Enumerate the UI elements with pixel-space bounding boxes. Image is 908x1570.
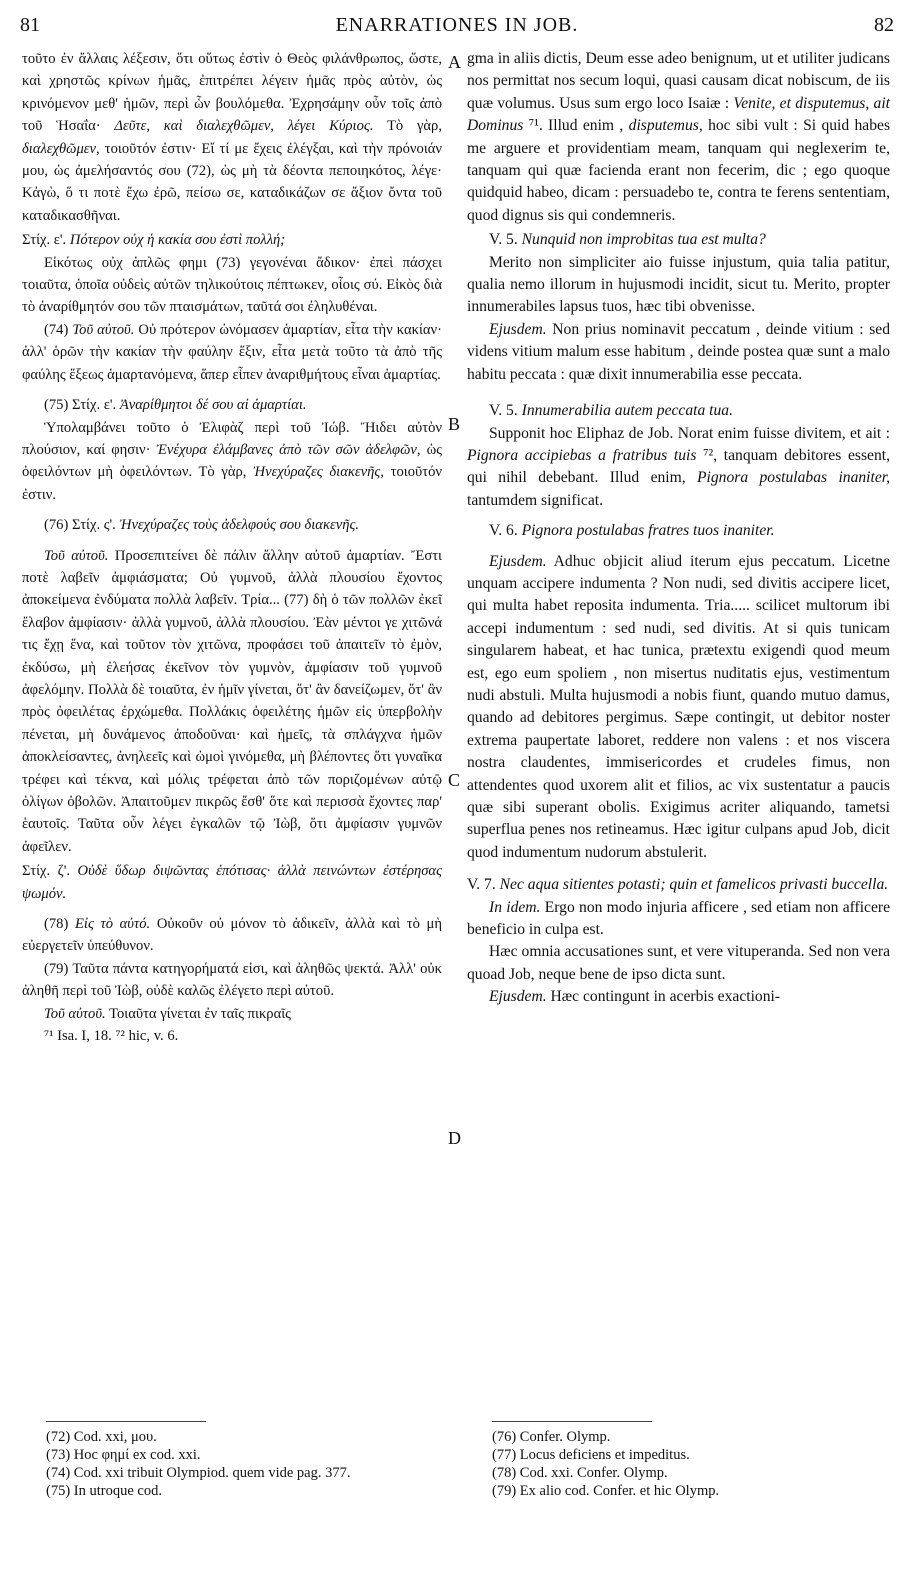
marker-b: B [448,414,461,434]
greek-verse-heading: Στίχ. ε'. Πότερον οὐχ ἡ κακία σου ἐστὶ πολλή; [22,232,286,249]
greek-paragraph: τοῦτο ἐν ἄλλαις λέξεσιν, ὅτι οὕτως ἐστὶν ὁ Θεὸς φιλάνθρωπος, ὥστε, καὶ χρηστῶς κρίνων ἡμᾶς, ἐπιτρέπει λέγειν ἡμᾶς πρὸς αὐτὸν, ὡς κρινόμενον μεθ' ἡμῶν, περὶ ὧν βουλόμεθα. Ἐχρησάμην οὖν τοῖς ἀπὸ τοῦ Ἡσαΐα· Δεῦτε, καὶ διαλεχθῶμεν, λέγει Κύριος. Τὸ γὰρ, διαλεχθῶμεν, τοιοῦτόν ἐστιν· Εἴ τί με ἔχεις ἐλέγξαι, καὶ τὴν πρόνοιάν μου, ὡς ἀμελήσαντός σου (72), ὡς μὴ τὰ δέοντα πεποιηκότος, λέγε· Κἀγὼ, ὅ τι ποτὲ ἔχω ἐρῶ, πείσω σε, καταδικάζων σε ἄξιον ὄντα τοῦ καταδικασθῆναι. [22,51,442,224]
latin-verse-heading: V. 7. Nec aqua sitientes potasti; quin et famelicos privasti buccella. [467,876,889,894]
latin-paragraph: Ejusdem. Hæc contingunt in acerbis exactioni- [489,988,781,1006]
latin-column [467,48,890,1009]
greek-paragraph: (78) Εἰς τὸ αὐτό. Οὐκοῦν οὐ μόνον τὸ ἀδικεῖν, ἀλλὰ καὶ τὸ μὴ εὐεργετεῖν ὑπεύθυνον. [22,916,443,955]
footnotes-left [46,1413,446,1500]
marker-d: D [448,1128,461,1148]
greek-paragraph: Ὑπολαμβάνει τοῦτο ὁ Ἐλιφὰζ περὶ τοῦ Ἰώβ. Ἤιδει αὐτὸν πλούσιον, καί φησιν· Ἐνέχυρα ἐλάμβανες ἀπὸ τῶν σῶν ἀδελφῶν, ὡς ὀφειλόντων μὴ ὀφειλόντων. Τὸ γὰρ, Ἠνεχύραζες διακενῆς, τοιοῦτόν ἐστιν. [22,419,442,503]
greek-paragraph: Εἰκότως οὐχ ἁπλῶς φημι (73) γεγονέναι ἄδικον· ἐπεὶ πάσχει τοιαῦτα, ὁποῖα οὐδεὶς αὐτῶν τηλικούτοις πέπτωκεν, οἷοις σύ. Εἰκὸς διὰ τὸ ἀναρίθμητόν σου τῶν πταισμάτων, ταῦτά σοι ἐληλυθέναι. [22,254,442,316]
latin-paragraph: gma in aliis dictis, Deum esse adeo benignum, ut et utiliter judicans nos permittat nos secum loqui, quasi causam dicat nobiscum, de iis quæ volumus. Usus sum ergo loco Isaiæ : Venite, et disputemus, ait Dominus ⁷¹. Illud enim , disputemus, hoc sibi vult : Si quid habes me arguere et providentiam meam, tanquam qui neglexerim te, tanquam qui quæ facienda erant non fecerim, dic ; ego quoque quidquid habeo, dicam : persuadebo te, contra te ferens sententiam, quod dignus sis qui condemneris. [467,50,891,224]
footnote: (74) Cod. xxi tribuit Olympiod. quem vide pag. 377. [46,1465,351,1481]
latin-paragraph: In idem. Ergo non modo injuria afficere , sed etiam non afficere beneficio in culpa est. [467,898,891,939]
scripture-references: ⁷¹ Isa. I, 18. ⁷² hic, v. 6. [44,1028,179,1045]
greek-verse-heading: (76) Στίχ. ς'. Ἠνεχύραζες τοὺς ἀδελφούς σου διακενῆς. [44,517,360,534]
latin-paragraph: Merito non simpliciter aio fuisse injustum, quia talia patitur, qualia nemo illorum in hujusmodi incidit, sicut tu. Merito, propter innumerabiles lapsus tuos, hæc tibi obvenisse. [467,253,890,316]
latin-verse-heading: V. 5. Nunquid non improbitas tua est multa? [489,231,766,249]
greek-paragraph: Τοῦ αὐτοῦ. Τοιαῦτα γίνεται ἐν ταῖς πικραῖς [44,1005,291,1022]
footnote: (76) Confer. Olymp. [492,1429,611,1445]
footnote-rule [492,1421,652,1422]
latin-verse-heading: V. 6. Pignora postulabas fratres tuos inaniter. [489,522,775,540]
greek-paragraph: (79) Ταῦτα πάντα κατηγορήματά εἰσι, καὶ ἀληθῶς ψεκτά. Ἀλλ' οὐκ ἀληθῆ περὶ τοῦ Ἰὼβ, οὐδὲ καλῶς ἐλέγετο περὶ αὐτοῦ. [22,960,442,1000]
running-title: ENARRATIONES IN JOB. [335,14,579,36]
page-number-right: 82 [874,14,894,36]
greek-verse-heading: (75) Στίχ. ε'. Ἀναρίθμητοι δέ σου αἱ ἁμαρτίαι. [44,397,307,414]
footnote: (79) Ex alio cod. Confer. et hic Olymp. [492,1483,720,1499]
latin-verse-heading: V. 5. Innumerabilia autem peccata tua. [489,402,733,420]
latin-paragraph: Ejusdem. Adhuc objicit aliud iterum ejus peccatum. Licetne unquam accipere indumenta ? Non nudi, sed divitis accipere licet, qui multa habet reposita indumenta. Tria..... scilicet multorum ibi accepi indumentum : sed nudi, sed divitis. At si quis tunicam singularem habeat, et hac tunica, prætextu exigendi quod meum est, ego eum spoliem , non misertus nuditatis ejus, vestimentum nudi abstuli. Multa hujusmodi a nobis fiunt, quando mutuo damus, quando ad debitores pergimus. Sæpe contingit, ut debitor noster extrema paupertate laboret, reddere non valens : et nos viscera nostra claudentes, immisericordes et crudeles fimus, non attendentes quod uxorem alit et filios, ac vix sustentatur a paucis quæ sibi superant obolis. Exigimus acriter aliquando, tametsi superflua penes nos retineamus. Hæc igitur culpans apud Job, dicit quod indumentum nudorum abstulerit. [467,552,890,861]
marker-a: A [448,52,461,72]
footnotes-right [492,1413,872,1500]
latin-paragraph: Hæc omnia accusationes sunt, et vere vituperanda. Sed non vera quoad Job, neque bene de ipso dicta sunt. [467,943,890,983]
running-header [20,14,894,40]
footnote: (75) In utroque cod. [46,1483,162,1499]
greek-column [22,48,442,1047]
page-number-left: 81 [20,14,40,36]
footnote: (73) Hoc φημί ex cod. xxi. [46,1447,201,1463]
latin-paragraph: Supponit hoc Eliphaz de Job. Norat enim fuisse divitem, et ait : Pignora accipiebas a fratribus tuis ⁷², tanquam debitores essent, qui nihil debebant. Illud enim, Pignora postulabas inaniter, tantumdem significat. [467,424,890,509]
greek-paragraph: (74) Τοῦ αὐτοῦ. Οὐ πρότερον ὠνόμασεν ἁμαρτίαν, εἶτα τὴν κακίαν· ἀλλ' ὁρῶν τὴν κακίαν τὴν φαύλην ἕξιν, εἶτα μετὰ τοῦτο τὰ ἀπὸ τῆς φαύλης ἕξεως ἁμαρτανόμενα, ἅπερ εἶπεν ἀναριθμήτους εἶναι ἁμαρτίας. [22,321,442,383]
greek-verse-heading: Στίχ. ζ'. Οὐδὲ ὕδωρ διψῶντας ἐπότισας· ἀλλὰ πεινώντων ἐστέρησας ψωμόν. [22,863,442,902]
footnote: (72) Cod. xxi, μου. [46,1429,157,1445]
footnote-rule [46,1421,206,1422]
greek-paragraph: Τοῦ αὐτοῦ. Προσεπιτείνει δὲ πάλιν ἄλλην αὐτοῦ ἁμαρτίαν. Ἔστι ποτὲ λαβεῖν ἀμφιάσματα; Οὐ γυμνοῦ, ἀλλὰ πλουσίου ἔχοντος ἀποκείμενα ἐνδύματα πολλὰ λαβεῖν. Τρία... (77) δὴ ὁ τῶν πολλῶν ἐκεῖ ἔλαβον ἀμφίασιν· ἀλλὰ γυμνοῦ, ἀλλὰ πλουσίου. Ἐὰν μέντοι γε χιτῶνά τις ἔχῃ ἕνα, καὶ τοῦτον τὸν χιτῶνα, προφάσει τοῦ ἀπαιτεῖν τὸ ἐμὸν, ἐκδύσω, μὴ ἐλεήσας ἐκεῖνον τὸν γυμνὸν, ἀμφίασιν τοῦ γυμνοῦ ἀφελόμην. Πολλὰ δὲ τοιαῦτα, ἐν ἡμῖν γίνεται, ὅτ' ἂν δανείζωμεν, ὅτ' ἂν πρὸς ὀφειλέτας ἐρχώμεθα. Πολλάκις ὀφειλέτης ἡμῶν εἰς ὑπερβολὴν πένεται, μὴ δυνάμενος ἀποδοῦναι· καὶ ἡμεῖς, τὰ σπλάγχνα ἡμῶν ἀποκλείσαντες, ἀνηλεεῖς καὶ ὠμοὶ γινόμεθα, μὴ βλέποντες ὅτι γυναῖκα τρέφει καὶ τέκνα, καὶ μόλις τρέφεται ἀπὸ τῶν ποριζομένων αὐτῷ ὀλίγων ὀβολῶν. Ἀπαιτοῦμεν πικρῶς ἔσθ' ὅτε καὶ περισσὰ ἔχοντες παρ' ἑαυτοῖς. Ταῦτα οὖν λέγει ἐγκαλῶν τῷ Ἰὼβ, ὅτι ἀμφίασιν γυμνῶν ἀφεῖλεν. [22,547,442,855]
footnote: (77) Locus deficiens et impeditus. [492,1447,690,1463]
marker-c: C [448,770,461,790]
footnote: (78) Cod. xxi. Confer. Olymp. [492,1465,668,1481]
latin-paragraph: Ejusdem. Non prius nominavit peccatum , deinde vitium : sed videns vitium malum esse habitum , deinde postea quæ sunt a malo habitu peccata : quæ dixit innumerabilia esse peccata. [467,320,891,383]
